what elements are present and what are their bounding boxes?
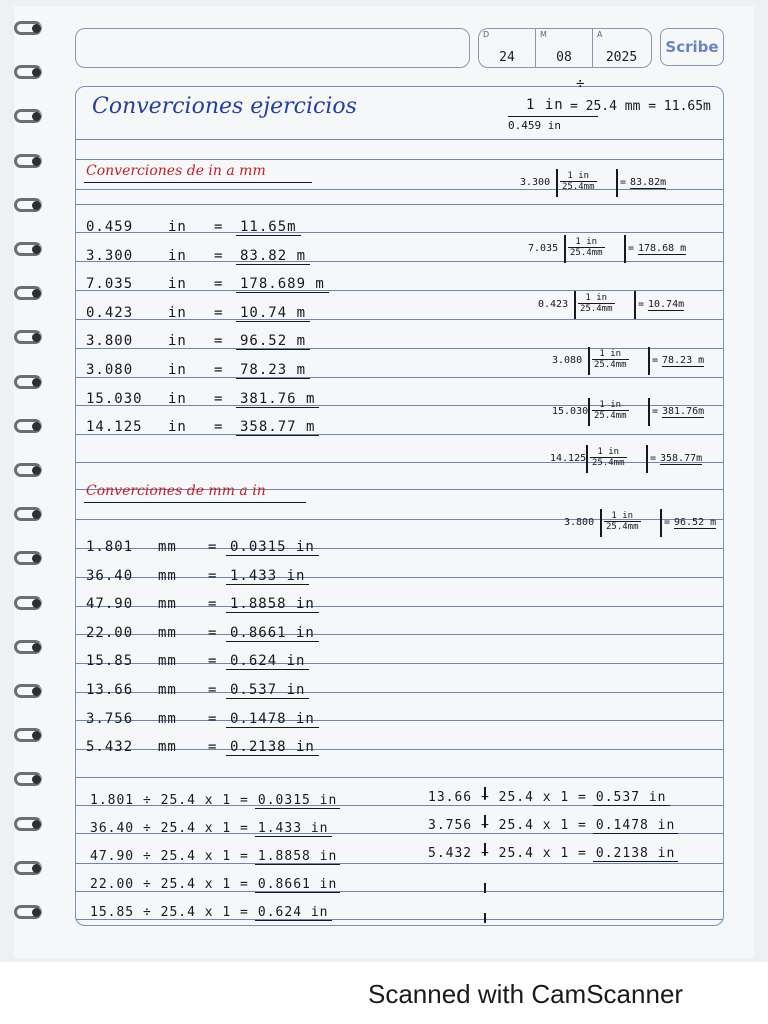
row-result: 0.537 in [226,682,309,699]
side-calc-bar-left [564,235,566,263]
row-unit: mm [158,624,177,641]
division-calc-expression: 36.40 ÷ 25.4 x 1 = [90,821,249,836]
side-calc-result: 381.76m [662,406,705,417]
row-unit: in [168,419,187,436]
row-result: 178.689 m [236,276,329,293]
side-calc-denominator: 25.4mm [580,304,613,314]
spiral-ring-hole [32,643,41,652]
division-calc-result: 1.433 in [255,821,332,837]
side-calc-value: 3.300 [520,177,551,188]
side-calc-bar-right [648,347,650,375]
ruled-line [76,777,723,778]
row-value: 36.40 [86,567,134,584]
spiral-ring-hole [32,201,41,210]
side-calc-equals: = [650,453,657,464]
section-mm-to-in-heading: Converciones de mm a in [86,483,266,499]
row-equals: = [208,710,218,727]
formula-equals: = 25.4 mm = 11.65m [570,99,711,114]
side-calc-numerator: 1 in [604,511,641,522]
division-calc-row [428,790,670,805]
division-calc-result: 0.537 in [593,790,670,806]
row-equals: = [214,362,224,378]
spiral-ring [12,460,46,482]
side-calc-denominator: 25.4mm [592,458,625,468]
row-result: 0.8661 in [226,625,319,642]
side-calc-bar-left [556,169,558,197]
spiral-ring-hole [32,157,41,166]
side-calc-fraction [592,400,629,421]
date-year-label: A [597,30,603,39]
row-value: 22.00 [86,624,134,641]
date-year-cell [593,29,650,67]
ruled-line [76,159,723,160]
side-calc-fraction [568,237,605,258]
side-calc-denominator: 25.4mm [594,360,627,370]
row-value: 3.756 [86,710,134,727]
spiral-ring-hole [32,422,41,431]
row-result: 0.624 in [226,653,309,670]
spiral-ring [12,18,46,40]
row-value: 3.300 [86,247,134,264]
side-calc-result: 10.74m [648,299,685,310]
side-calc-numerator: 1 in [560,171,597,182]
ruled-line [76,189,723,190]
row-result: 96.52 m [236,333,310,350]
division-calc-row [90,877,340,892]
row-equals: = [208,567,218,584]
division-calc-row [90,821,332,836]
spiral-ring [12,504,46,526]
row-result: 0.2138 in [226,739,319,756]
side-calc-numerator: 1 in [578,293,615,304]
side-calc-fraction [592,349,629,370]
row-value: 7.035 [86,276,134,293]
side-calc-bar-left [586,445,588,473]
division-calc-result: 0.624 in [255,905,332,921]
row-unit: in [168,219,187,235]
row-value: 1.801 [86,539,134,555]
division-calc-row [90,905,332,920]
row-unit: mm [158,710,177,727]
row-result: 1.8858 in [226,596,319,613]
side-calc-bar-left [588,347,590,375]
date-day-label: D [483,30,490,39]
side-calc-numerator: 1 in [592,349,629,360]
row-equals: = [214,304,224,321]
side-calc-denominator: 25.4mm [562,182,595,192]
side-calc-denominator: 25.4mm [606,522,639,532]
row-equals: = [208,624,218,641]
row-unit: mm [158,653,177,670]
division-calc-row [428,846,678,861]
side-calc-value: 15.030 [552,406,589,417]
spiral-ring [12,858,46,880]
row-equals: = [208,739,218,756]
division-calc-expression: 1.801 ÷ 25.4 x 1 = [90,793,249,808]
division-calc-row [90,793,340,808]
side-calc-bar-right [634,291,636,319]
section-in-to-mm-underline [84,182,312,183]
row-value: 13.66 [86,682,134,698]
division-calc-result: 0.0315 in [255,793,340,809]
side-calc-numerator: 1 in [592,400,629,411]
row-result: 10.74 m [236,305,310,322]
date-month-label: M [540,30,547,39]
header-name-box [75,28,470,68]
row-result: 83.82 m [236,248,310,265]
spiral-ring-hole [32,908,41,917]
row-result: 0.0315 in [226,539,319,556]
row-value: 0.459 [86,219,134,235]
ruled-line [76,204,723,205]
date-day-cell [479,29,536,67]
division-calc-result: 0.2138 in [593,846,678,862]
spiral-ring-hole [32,599,41,608]
formula-fraction-bar [508,116,598,117]
spiral-ring-hole [32,864,41,873]
spiral-binding [12,18,46,948]
spiral-ring [12,151,46,173]
side-calc-fraction [604,511,641,532]
side-calc-value: 0.423 [538,299,569,310]
camscanner-watermark: Scanned with CamScanner [368,979,684,1009]
side-calc-numerator: 1 in [568,237,605,248]
spiral-ring [12,637,46,659]
row-result: 358.77 m [236,419,319,436]
row-value: 15.85 [86,653,134,670]
side-calc-result: 96.52 m [674,517,717,528]
division-calc-expression: 47.90 ÷ 25.4 x 1 = [90,849,249,864]
spiral-ring-hole [32,820,41,829]
spiral-ring-hole [32,466,41,475]
spiral-ring [12,725,46,747]
spiral-ring [12,814,46,836]
spiral-ring-hole [32,24,41,33]
row-unit: mm [158,596,177,613]
row-unit: in [168,362,187,378]
spiral-ring [12,239,46,261]
row-unit: mm [158,539,177,555]
spiral-ring-hole [32,378,41,387]
brand-logo: Scribe [660,28,724,66]
division-calc-expression: 22.00 ÷ 25.4 x 1 = [90,877,249,892]
spiral-ring-hole [32,687,41,696]
date-day: 24 [499,50,515,65]
side-calc-equals: = [652,406,659,417]
row-equals: = [208,596,218,613]
row-value: 15.030 [86,390,143,407]
side-calc-value: 7.035 [528,243,559,254]
formula-denominator: 0.459 in [508,119,561,132]
spiral-ring [12,769,46,791]
side-calc-bar-right [616,169,618,197]
spiral-ring [12,681,46,703]
side-calc-fraction [590,447,627,468]
spiral-ring [12,283,46,305]
spiral-ring [12,902,46,924]
row-value: 47.90 [86,596,134,613]
division-calc-expression: 5.432 ÷ 25.4 x 1 = [428,846,587,861]
row-result: 78.23 m [236,362,310,379]
row-value: 3.080 [86,362,134,378]
date-year: 2025 [605,50,638,65]
spiral-ring [12,62,46,84]
spiral-ring [12,195,46,217]
row-unit: mm [158,739,177,756]
row-result: 11.65m [236,219,301,236]
row-unit: in [168,247,187,264]
side-calc-fraction [560,171,597,192]
row-value: 3.800 [86,333,134,350]
division-calc-row [90,849,340,864]
side-calc-bar-left [588,398,590,426]
side-calc-result: 78.23 m [662,355,705,366]
side-calc-denominator: 25.4mm [594,411,627,421]
division-calc-result: 1.8858 in [255,849,340,865]
spiral-ring [12,416,46,438]
row-unit: in [168,390,187,407]
side-calc-bar-right [648,398,650,426]
spiral-ring-hole [32,245,41,254]
lined-sheet [75,76,724,926]
spiral-ring [12,372,46,394]
page-title: Converciones ejercicios [92,94,357,119]
side-calc-numerator: 1 in [590,447,627,458]
side-calc-equals: = [620,177,627,188]
division-calc-result: 0.8661 in [255,877,340,893]
row-value: 5.432 [86,739,134,756]
division-calc-expression: 3.756 ÷ 25.4 x 1 = [428,818,587,833]
side-calc-value: 14.125 [550,453,587,464]
section-mm-to-in-underline [84,502,306,503]
row-equals: = [214,419,224,436]
row-unit: mm [158,682,177,698]
row-unit: in [168,304,187,321]
side-calc-bar-right [646,445,648,473]
row-result: 381.76 m [236,391,319,408]
side-calc-result: 83.82m [630,177,667,188]
side-calc-bar-right [624,235,626,263]
side-calc-equals: = [652,355,659,366]
date-box [478,28,652,68]
side-calc-equals: = [638,299,645,310]
row-equals: = [214,247,224,264]
ruled-line [76,139,723,140]
side-calc-value: 3.800 [564,517,595,528]
row-equals: = [214,333,224,350]
side-calc-result: 358.77m [660,453,703,464]
section-in-to-mm-heading: Converciones de in a mm [86,163,266,179]
date-month: 08 [556,50,572,65]
row-value: 0.423 [86,304,134,321]
row-result: 1.433 in [226,568,309,585]
row-unit: in [168,333,187,350]
row-result: 0.1478 in [226,711,319,728]
row-equals: = [208,653,218,670]
row-value: 14.125 [86,419,143,436]
side-calc-bar-left [574,291,576,319]
row-equals: = [214,276,224,293]
row-equals: = [214,219,224,235]
division-calc-expression: 13.66 ÷ 25.4 x 1 = [428,790,587,805]
column-divider-tick-4 [484,883,486,893]
side-calc-fraction [578,293,615,314]
side-calc-denominator: 25.4mm [570,248,603,258]
side-calc-bar-right [660,509,662,537]
formula-numerator: 1 in [526,97,564,113]
side-calc-equals: = [628,243,635,254]
formula-divide-sign: ÷ [576,76,586,92]
side-calc-bar-left [600,509,602,537]
spiral-ring [12,106,46,128]
division-calc-result: 0.1478 in [593,818,678,834]
side-calc-result: 178.68 m [638,243,687,254]
row-unit: in [168,276,187,293]
row-equals: = [208,682,218,698]
column-divider-tick-5 [484,913,486,923]
side-calc-equals: = [664,517,671,528]
side-calc-value: 3.080 [552,355,583,366]
division-calc-expression: 15.85 ÷ 25.4 x 1 = [90,905,249,920]
row-equals: = [208,539,218,555]
division-calc-row [428,818,678,833]
date-month-cell [536,29,593,67]
spiral-ring [12,548,46,570]
spiral-ring [12,327,46,349]
row-equals: = [214,390,224,407]
spiral-ring [12,593,46,615]
row-unit: mm [158,567,177,584]
